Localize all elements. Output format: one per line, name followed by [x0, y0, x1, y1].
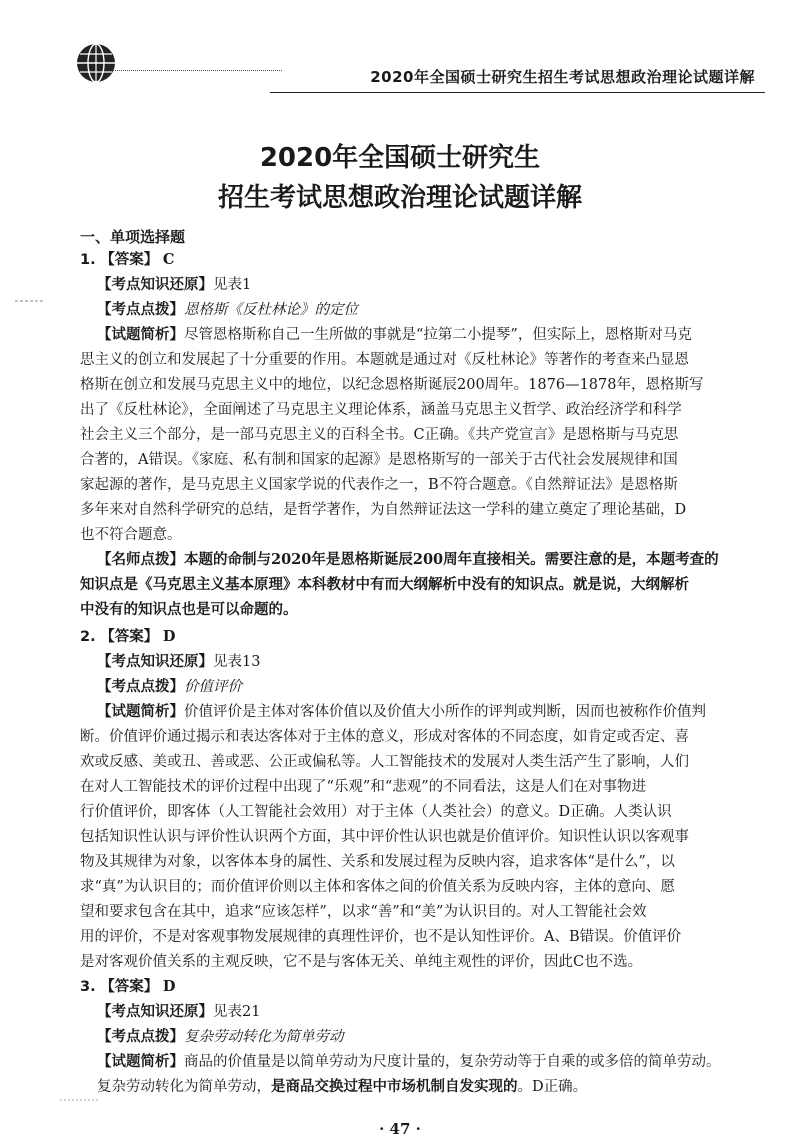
q3-answer: D: [162, 978, 176, 995]
q1-answer: C: [162, 251, 175, 268]
q3-point: 复杂劳动转化为简单劳动: [184, 1029, 344, 1045]
q2-knowledge-tag: 【考点知识还原】: [97, 654, 213, 670]
q1-analysis-line-7: 家起源的著作，是马克思主义国家学说的代表作之一，B不符合题意。《自然辩证法》是恩格斯: [80, 477, 678, 493]
q1-knowledge-tag: 【考点知识还原】: [97, 277, 213, 293]
q1-analysis-line-9: 也不符合题意。: [80, 527, 182, 543]
q3-answer-line: [80, 977, 175, 997]
q3-knowledge-line: [97, 1002, 260, 1022]
running-title: 2020年全国硕士研究生招生考试思想政治理论试题详解: [370, 68, 755, 86]
title-line-2: 招生考试思想政治理论试题详解: [217, 183, 582, 213]
q1-answer-line: [80, 250, 174, 270]
q2-analysis-line-5: 行价值评价，即客体（人工智能社会效用）对于主体（人类社会）的意义。D正确。人类认识: [80, 804, 672, 820]
title-line-1: 2020年全国硕士研究生: [259, 143, 541, 173]
q2-analysis-line-6: 包括知识性认识与评价性认识两个方面，其中评价性认识也就是价值评价。知识性认识以客观事: [80, 829, 689, 845]
q3-point-line: [97, 1027, 344, 1047]
q1-teacher-line-1: 【名师点拨】本题的命制与2020年是恩格斯诞辰200周年直接相关。需要注意的是，本题考查的: [97, 551, 719, 568]
q1-point-tag: 【考点点拨】: [97, 302, 184, 318]
globe-icon: [75, 42, 117, 84]
q1-teacher-tag: 【名师点拨】: [97, 552, 184, 568]
q3-point-tag: 【考点点拨】: [97, 1029, 184, 1045]
q3-knowledge-tag: 【考点知识还原】: [97, 1004, 213, 1020]
q2-knowledge: 见表13: [213, 654, 261, 670]
q2-analysis-line-11: 是对客观价值关系的主观反映，它不是与客体无关、单纯主观性的评价，因此C也不选。: [80, 954, 643, 970]
q3-answer-tag: 【答案】: [100, 979, 159, 995]
page-number: · 47 ·: [379, 1120, 421, 1138]
q2-analysis-line-2: 断。价值评价通过揭示和表达客体对于主体的意义，形成对客体的不同态度，如肯定或否定、喜: [80, 729, 689, 745]
q1-analysis-line-5: 社会主义三个部分，是一部马克思主义的百科全书。C正确。《共产党宣言》是恩格斯与马克思: [80, 427, 679, 443]
q2-analysis-line-4: 在对人工智能技术的评价过程中出现了“乐观”和“悲观”的不同看法，这是人们在对事物进: [80, 779, 647, 795]
q1-answer-tag: 【答案】: [100, 252, 159, 268]
margin-scribble: [15, 288, 43, 292]
q2-analysis-tag: 【试题简析】: [97, 704, 184, 720]
q1-teacher-line-2: 知识点是《马克思主义基本原理》本科教材中有而大纲解析中没有的知识点。就是说，大纲解析: [80, 576, 689, 593]
q1-analysis-line-1: 【试题简析】尽管恩格斯称自己一生所做的事就是“拉第二小提琴”，但实际上，恩格斯对马克: [97, 327, 692, 343]
q1-knowledge-line: [97, 275, 251, 295]
page-title: [0, 138, 800, 218]
q3-analysis-line-1: 【试题简析】商品的价值量是以简单劳动为尺度计量的，复杂劳动等于自乘的或多倍的简单劳动。: [97, 1054, 721, 1070]
q2-number: 2.: [80, 629, 96, 645]
header-rule: [270, 92, 765, 93]
q2-analysis-line-8: 求“真”为认识目的；而价值评价则以主体和客体之间的价值关系为反映内容，主体的意向、愿: [80, 879, 675, 895]
page-header: [0, 0, 800, 100]
q2-point-line: [97, 677, 242, 697]
q1-analysis-line-4: 出了《反杜林论》，全面阐述了马克思主义理论体系，涵盖马克思主义哲学、政治经济学和科学: [80, 402, 682, 418]
q2-analysis-line-3: 欢或反感、美或丑、善或恶、公正或偏私等。人工智能技术的发展对人类生活产生了影响，人们: [80, 754, 689, 770]
q3-analysis-line-2: 复杂劳动转化为简单劳动，是商品交换过程中市场机制自发实现的。D正确。: [97, 1078, 588, 1095]
q2-answer: D: [162, 628, 176, 645]
q3-number: 3.: [80, 979, 96, 995]
header-dotted-rule: [112, 70, 282, 71]
q1-teacher-line-3: 中没有的知识点也是可以命题的。: [80, 601, 298, 618]
q1-number: 1.: [80, 252, 96, 268]
q2-analysis-line-7: 物及其规律为对象，以客体本身的属性、关系和发展过程为反映内容，追求客体“是什么”，以: [80, 854, 675, 870]
section-heading: 一、单项选择题: [80, 228, 186, 246]
q2-point-tag: 【考点点拨】: [97, 679, 184, 695]
q3-analysis-tag: 【试题简析】: [97, 1054, 184, 1070]
q1-point-line: [97, 300, 358, 320]
margin-scribble-2: [60, 1087, 100, 1091]
q2-answer-line: [80, 627, 175, 647]
q1-analysis-tag: 【试题简析】: [97, 327, 184, 343]
q2-analysis-line-10: 用的评价，不是对客观事物发展规律的真理性评价，也不是认知性评价。A、B错误。价值评价: [80, 929, 682, 945]
q1-point: 恩格斯《反杜林论》的定位: [184, 302, 358, 318]
q2-analysis-line-1: 【试题简析】价值评价是主体对客体价值以及价值大小所作的评判或判断，因而也被称作价值判: [97, 704, 706, 720]
q2-knowledge-line: [97, 652, 260, 672]
q1-analysis-line-2: 思主义的创立和发展起了十分重要的作用。本题就是通过对《反杜林论》等著作的考查来凸显恩: [80, 352, 689, 368]
q2-analysis-line-9: 望和要求包含在其中，追求“应该怎样”，以求“善”和“美”为认识目的。对人工智能社会效: [80, 904, 647, 920]
q2-point: 价值评价: [184, 679, 242, 695]
q1-analysis-line-6: 合著的，A错误。《家庭、私有制和国家的起源》是恩格斯写的一部关于古代社会发展规律和国: [80, 452, 678, 468]
q2-answer-tag: 【答案】: [100, 629, 159, 645]
q1-analysis-line-3: 格斯在创立和发展马克思主义中的地位，以纪念恩格斯诞辰200周年。1876—1878年，恩格斯写: [80, 377, 704, 393]
q1-analysis-line-8: 多年来对自然科学研究的总结，是哲学著作，为自然辩证法这一学科的建立奠定了理论基础，D: [80, 502, 687, 518]
q1-knowledge: 见表1: [213, 277, 252, 293]
q3-knowledge: 见表21: [213, 1004, 261, 1020]
